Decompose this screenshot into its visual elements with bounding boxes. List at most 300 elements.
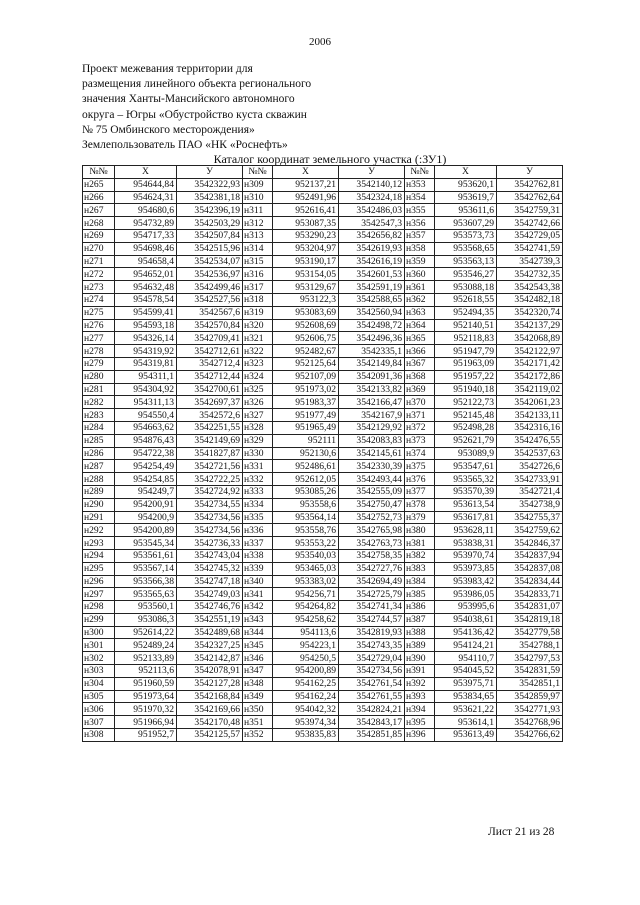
table-row bbox=[83, 473, 563, 486]
y-coordinate-cell: 3542694,49 bbox=[339, 575, 405, 588]
point-number-cell: н350 bbox=[243, 703, 273, 716]
x-coordinate-cell: 952145,48 bbox=[435, 409, 497, 422]
x-coordinate-cell: 953835,83 bbox=[273, 729, 339, 742]
y-coordinate-cell: 3542851,1 bbox=[497, 677, 563, 690]
point-number-cell: н378 bbox=[405, 498, 435, 511]
point-number-cell: н279 bbox=[83, 357, 115, 370]
y-coordinate-cell: 3542766,62 bbox=[497, 729, 563, 742]
point-number-cell: н366 bbox=[405, 345, 435, 358]
x-coordinate-cell: 953563,13 bbox=[435, 255, 497, 268]
point-number-cell: н314 bbox=[243, 242, 273, 255]
x-coordinate-cell: 954264,82 bbox=[273, 601, 339, 614]
x-coordinate-cell: 952491,96 bbox=[273, 191, 339, 204]
point-number-cell: н340 bbox=[243, 575, 273, 588]
y-coordinate-cell: 3542619,93 bbox=[339, 242, 405, 255]
y-coordinate-cell: 3542722,25 bbox=[177, 473, 243, 486]
y-coordinate-cell: 3542837,08 bbox=[497, 562, 563, 575]
x-coordinate-cell: 953620,1 bbox=[435, 178, 497, 191]
point-number-cell: н379 bbox=[405, 511, 435, 524]
x-coordinate-cell: 953565,32 bbox=[435, 473, 497, 486]
y-coordinate-cell: 3542493,44 bbox=[339, 473, 405, 486]
x-coordinate-cell: 951966,94 bbox=[115, 716, 177, 729]
y-coordinate-cell: 3542741,59 bbox=[497, 242, 563, 255]
x-coordinate-cell: 954162,25 bbox=[273, 677, 339, 690]
point-number-cell: н346 bbox=[243, 652, 273, 665]
x-coordinate-cell: 954249,7 bbox=[115, 485, 177, 498]
point-number-cell: н306 bbox=[83, 703, 115, 716]
x-coordinate-cell: 953560,1 bbox=[115, 601, 177, 614]
y-coordinate-cell: 3542537,63 bbox=[497, 447, 563, 460]
x-coordinate-cell: 954223,1 bbox=[273, 639, 339, 652]
y-coordinate-cell: 3542061,23 bbox=[497, 396, 563, 409]
y-coordinate-cell: 3542734,56 bbox=[177, 511, 243, 524]
x-coordinate-cell: 953568,65 bbox=[435, 242, 497, 255]
point-number-cell: н274 bbox=[83, 293, 115, 306]
point-number-cell: н369 bbox=[405, 383, 435, 396]
x-coordinate-cell: 954042,32 bbox=[273, 703, 339, 716]
x-coordinate-cell: 953570,39 bbox=[435, 485, 497, 498]
point-number-cell: н367 bbox=[405, 357, 435, 370]
point-number-cell: н321 bbox=[243, 332, 273, 345]
x-coordinate-cell: 954578,54 bbox=[115, 293, 177, 306]
y-coordinate-cell: 3542697,37 bbox=[177, 396, 243, 409]
point-number-cell: н382 bbox=[405, 549, 435, 562]
x-coordinate-cell: 954550,4 bbox=[115, 409, 177, 422]
point-number-cell: н270 bbox=[83, 242, 115, 255]
catalog-title: Каталог координат земельного участка (:ЗУ1) bbox=[213, 152, 447, 166]
point-number-cell: н275 bbox=[83, 306, 115, 319]
y-coordinate-cell: 3542712,61 bbox=[177, 345, 243, 358]
table-row bbox=[83, 613, 563, 626]
x-coordinate-cell: 952133,89 bbox=[115, 652, 177, 665]
x-coordinate-cell: 953838,31 bbox=[435, 537, 497, 550]
y-coordinate-cell: 3542482,18 bbox=[497, 293, 563, 306]
y-coordinate-cell: 3542616,19 bbox=[339, 255, 405, 268]
x-coordinate-cell: 954599,41 bbox=[115, 306, 177, 319]
point-number-cell: н327 bbox=[243, 409, 273, 422]
x-coordinate-cell: 952118,83 bbox=[435, 332, 497, 345]
y-coordinate-cell: 3542819,93 bbox=[339, 626, 405, 639]
point-number-cell: н284 bbox=[83, 421, 115, 434]
x-coordinate-cell: 954632,48 bbox=[115, 281, 177, 294]
x-coordinate-cell: 953553,22 bbox=[273, 537, 339, 550]
x-coordinate-cell: 952494,35 bbox=[435, 306, 497, 319]
table-row bbox=[83, 485, 563, 498]
y-coordinate-cell: 3542145,61 bbox=[339, 447, 405, 460]
point-number-cell: н308 bbox=[83, 729, 115, 742]
y-coordinate-cell: 3542846,37 bbox=[497, 537, 563, 550]
y-coordinate-cell: 3542129,92 bbox=[339, 421, 405, 434]
y-coordinate-cell: 3542851,85 bbox=[339, 729, 405, 742]
x-coordinate-cell: 954200,91 bbox=[115, 498, 177, 511]
x-coordinate-cell: 954304,92 bbox=[115, 383, 177, 396]
point-number-cell: н377 bbox=[405, 485, 435, 498]
point-number-cell: н292 bbox=[83, 524, 115, 537]
point-number-cell: н331 bbox=[243, 460, 273, 473]
table-row bbox=[83, 332, 563, 345]
y-coordinate-cell: 3542172,86 bbox=[497, 370, 563, 383]
y-coordinate-cell: 3542709,41 bbox=[177, 332, 243, 345]
x-coordinate-cell: 953085,26 bbox=[273, 485, 339, 498]
y-coordinate-cell: 3542745,32 bbox=[177, 562, 243, 575]
y-coordinate-cell: 3542859,97 bbox=[497, 690, 563, 703]
y-coordinate-cell: 3542119,02 bbox=[497, 383, 563, 396]
y-coordinate-cell: 3542503,29 bbox=[177, 217, 243, 230]
y-coordinate-cell: 3542763,73 bbox=[339, 537, 405, 550]
point-number-cell: н273 bbox=[83, 281, 115, 294]
table-row bbox=[83, 601, 563, 614]
x-coordinate-cell: 952489,24 bbox=[115, 639, 177, 652]
table-row bbox=[83, 498, 563, 511]
x-coordinate-cell: 952113,6 bbox=[115, 665, 177, 678]
y-coordinate-cell: 3542712,44 bbox=[177, 370, 243, 383]
point-number-cell: н304 bbox=[83, 677, 115, 690]
y-coordinate-cell: 3542762,81 bbox=[497, 178, 563, 191]
y-coordinate-cell: 3542758,35 bbox=[339, 549, 405, 562]
point-number-cell: н323 bbox=[243, 357, 273, 370]
x-coordinate-cell: 954722,38 bbox=[115, 447, 177, 460]
heading-line: значения Ханты-Мансийского автономного bbox=[82, 93, 295, 106]
point-number-cell: н313 bbox=[243, 229, 273, 242]
point-number-cell: н287 bbox=[83, 460, 115, 473]
point-number-cell: н328 bbox=[243, 421, 273, 434]
x-coordinate-cell: 951973,02 bbox=[273, 383, 339, 396]
table-header bbox=[83, 166, 563, 179]
y-coordinate-cell: 3542749,03 bbox=[177, 588, 243, 601]
point-number-cell: н388 bbox=[405, 626, 435, 639]
x-coordinate-cell: 952122,73 bbox=[435, 396, 497, 409]
point-number-cell: н309 bbox=[243, 178, 273, 191]
x-coordinate-cell: 954200,9 bbox=[115, 511, 177, 524]
table-row bbox=[83, 460, 563, 473]
y-coordinate-cell: 3542133,11 bbox=[497, 409, 563, 422]
x-coordinate-cell: 952482,67 bbox=[273, 345, 339, 358]
point-number-cell: н347 bbox=[243, 665, 273, 678]
table-row bbox=[83, 434, 563, 447]
point-number-cell: н352 bbox=[243, 729, 273, 742]
x-coordinate-cell: 953083,69 bbox=[273, 306, 339, 319]
y-coordinate-cell: 3542551,19 bbox=[177, 613, 243, 626]
x-coordinate-cell: 953129,67 bbox=[273, 281, 339, 294]
y-coordinate-cell: 3542741,34 bbox=[339, 601, 405, 614]
y-coordinate-cell: 3542831,59 bbox=[497, 665, 563, 678]
x-coordinate-cell: 954254,49 bbox=[115, 460, 177, 473]
point-number-cell: н305 bbox=[83, 690, 115, 703]
y-coordinate-cell: 3542761,54 bbox=[339, 677, 405, 690]
y-coordinate-cell: 3542149,84 bbox=[339, 357, 405, 370]
point-number-cell: н374 bbox=[405, 447, 435, 460]
x-coordinate-cell: 953567,14 bbox=[115, 562, 177, 575]
point-number-cell: н312 bbox=[243, 217, 273, 230]
point-number-cell: н269 bbox=[83, 229, 115, 242]
point-number-cell: н371 bbox=[405, 409, 435, 422]
y-coordinate-cell: 3542738,9 bbox=[497, 498, 563, 511]
point-number-cell: н364 bbox=[405, 319, 435, 332]
point-number-cell: н278 bbox=[83, 345, 115, 358]
x-coordinate-cell: 953628,11 bbox=[435, 524, 497, 537]
y-coordinate-cell: 3542169,66 bbox=[177, 703, 243, 716]
point-number-cell: н285 bbox=[83, 434, 115, 447]
x-coordinate-cell: 954319,92 bbox=[115, 345, 177, 358]
y-coordinate-cell: 3542091,36 bbox=[339, 370, 405, 383]
point-number-cell: н370 bbox=[405, 396, 435, 409]
point-number-cell: н356 bbox=[405, 217, 435, 230]
table-row bbox=[83, 421, 563, 434]
point-number-cell: н341 bbox=[243, 588, 273, 601]
point-number-cell: н348 bbox=[243, 677, 273, 690]
x-coordinate-cell: 953983,42 bbox=[435, 575, 497, 588]
heading-line: округа – Югры «Обустройство куста скважин bbox=[82, 108, 307, 121]
x-coordinate-cell: 951957,22 bbox=[435, 370, 497, 383]
y-coordinate-cell: 3542515,96 bbox=[177, 242, 243, 255]
sheet-footer: Лист 21 из 28 bbox=[488, 826, 555, 838]
x-coordinate-cell: 952616,41 bbox=[273, 204, 339, 217]
point-number-cell: н326 bbox=[243, 396, 273, 409]
column-header: X bbox=[273, 166, 339, 179]
y-coordinate-cell: 3542324,18 bbox=[339, 191, 405, 204]
point-number-cell: н271 bbox=[83, 255, 115, 268]
point-number-cell: н280 bbox=[83, 370, 115, 383]
y-coordinate-cell: 3542149,69 bbox=[177, 434, 243, 447]
y-coordinate-cell: 3542761,55 bbox=[339, 690, 405, 703]
point-number-cell: н315 bbox=[243, 255, 273, 268]
point-number-cell: н268 bbox=[83, 217, 115, 230]
x-coordinate-cell: 953154,05 bbox=[273, 268, 339, 281]
x-coordinate-cell: 953558,76 bbox=[273, 524, 339, 537]
y-coordinate-cell: 3542747,18 bbox=[177, 575, 243, 588]
table-row bbox=[83, 524, 563, 537]
x-coordinate-cell: 954311,13 bbox=[115, 396, 177, 409]
column-header: У bbox=[177, 166, 243, 179]
point-number-cell: н297 bbox=[83, 588, 115, 601]
point-number-cell: н282 bbox=[83, 396, 115, 409]
x-coordinate-cell: 953089,9 bbox=[435, 447, 497, 460]
table-row bbox=[83, 204, 563, 217]
x-coordinate-cell: 951960,59 bbox=[115, 677, 177, 690]
column-header: X bbox=[435, 166, 497, 179]
table-row bbox=[83, 306, 563, 319]
table-row bbox=[83, 690, 563, 703]
x-coordinate-cell: 952140,51 bbox=[435, 319, 497, 332]
point-number-cell: н301 bbox=[83, 639, 115, 652]
y-coordinate-cell: 3542729,04 bbox=[339, 652, 405, 665]
x-coordinate-cell: 954644,84 bbox=[115, 178, 177, 191]
x-coordinate-cell: 954658,4 bbox=[115, 255, 177, 268]
point-number-cell: н290 bbox=[83, 498, 115, 511]
point-number-cell: н384 bbox=[405, 575, 435, 588]
point-number-cell: н317 bbox=[243, 281, 273, 294]
point-number-cell: н380 bbox=[405, 524, 435, 537]
y-coordinate-cell: 3542381,18 bbox=[177, 191, 243, 204]
x-coordinate-cell: 953561,61 bbox=[115, 549, 177, 562]
point-number-cell: н360 bbox=[405, 268, 435, 281]
point-number-cell: н265 bbox=[83, 178, 115, 191]
x-coordinate-cell: 954698,46 bbox=[115, 242, 177, 255]
point-number-cell: н329 bbox=[243, 434, 273, 447]
x-coordinate-cell: 953975,71 bbox=[435, 677, 497, 690]
x-coordinate-cell: 953619,7 bbox=[435, 191, 497, 204]
x-coordinate-cell: 953088,18 bbox=[435, 281, 497, 294]
table-row bbox=[83, 293, 563, 306]
y-coordinate-cell: 3542396,19 bbox=[177, 204, 243, 217]
x-coordinate-cell: 954663,62 bbox=[115, 421, 177, 434]
point-number-cell: н385 bbox=[405, 588, 435, 601]
table-row bbox=[83, 537, 563, 550]
x-coordinate-cell: 951970,32 bbox=[115, 703, 177, 716]
x-coordinate-cell: 952130,6 bbox=[273, 447, 339, 460]
table-row bbox=[83, 217, 563, 230]
x-coordinate-cell: 951947,79 bbox=[435, 345, 497, 358]
point-number-cell: н300 bbox=[83, 626, 115, 639]
point-number-cell: н393 bbox=[405, 690, 435, 703]
x-coordinate-cell: 953614,1 bbox=[435, 716, 497, 729]
x-coordinate-cell: 954045,52 bbox=[435, 665, 497, 678]
table-row bbox=[83, 281, 563, 294]
point-number-cell: н354 bbox=[405, 191, 435, 204]
x-coordinate-cell: 954038,61 bbox=[435, 613, 497, 626]
x-coordinate-cell: 951983,37 bbox=[273, 396, 339, 409]
y-coordinate-cell: 3542824,21 bbox=[339, 703, 405, 716]
x-coordinate-cell: 954250,5 bbox=[273, 652, 339, 665]
y-coordinate-cell: 3542068,89 bbox=[497, 332, 563, 345]
column-header: №№ bbox=[243, 166, 273, 179]
y-coordinate-cell: 3542727,76 bbox=[339, 562, 405, 575]
y-coordinate-cell: 3542771,93 bbox=[497, 703, 563, 716]
table-row bbox=[83, 447, 563, 460]
point-number-cell: н332 bbox=[243, 473, 273, 486]
heading-line: Землепользователь ПАО «НК «Роснефть» bbox=[82, 139, 288, 152]
y-coordinate-cell: 3542171,42 bbox=[497, 357, 563, 370]
table-row bbox=[83, 575, 563, 588]
table-row bbox=[83, 626, 563, 639]
heading-line: размещения линейного объекта регионального bbox=[82, 78, 312, 91]
x-coordinate-cell: 953465,03 bbox=[273, 562, 339, 575]
heading-line: № 75 Омбинского месторождения» bbox=[82, 123, 255, 136]
x-coordinate-cell: 953540,03 bbox=[273, 549, 339, 562]
document-heading bbox=[82, 62, 344, 153]
x-coordinate-cell: 954113,6 bbox=[273, 626, 339, 639]
x-coordinate-cell: 951965,49 bbox=[273, 421, 339, 434]
x-coordinate-cell: 954624,31 bbox=[115, 191, 177, 204]
x-coordinate-cell: 953545,34 bbox=[115, 537, 177, 550]
y-coordinate-cell: 3542700,61 bbox=[177, 383, 243, 396]
y-coordinate-cell: 3542736,33 bbox=[177, 537, 243, 550]
y-coordinate-cell: 3542765,98 bbox=[339, 524, 405, 537]
x-coordinate-cell: 952612,05 bbox=[273, 473, 339, 486]
y-coordinate-cell: 3542732,35 bbox=[497, 268, 563, 281]
x-coordinate-cell: 953086,3 bbox=[115, 613, 177, 626]
point-number-cell: н319 bbox=[243, 306, 273, 319]
x-coordinate-cell: 951963,09 bbox=[435, 357, 497, 370]
y-coordinate-cell: 3542078,91 bbox=[177, 665, 243, 678]
table-row bbox=[83, 562, 563, 575]
column-header: У bbox=[497, 166, 563, 179]
y-coordinate-cell: 3542251,55 bbox=[177, 421, 243, 434]
point-number-cell: н359 bbox=[405, 255, 435, 268]
y-coordinate-cell: 3542534,07 bbox=[177, 255, 243, 268]
point-number-cell: н362 bbox=[405, 293, 435, 306]
x-coordinate-cell: 953190,17 bbox=[273, 255, 339, 268]
point-number-cell: н311 bbox=[243, 204, 273, 217]
point-number-cell: н349 bbox=[243, 690, 273, 703]
y-coordinate-cell: 3542743,35 bbox=[339, 639, 405, 652]
y-coordinate-cell: 3542752,73 bbox=[339, 511, 405, 524]
y-coordinate-cell: 3542083,83 bbox=[339, 434, 405, 447]
y-coordinate-cell: 3542140,12 bbox=[339, 178, 405, 191]
y-coordinate-cell: 3542833,71 bbox=[497, 588, 563, 601]
y-coordinate-cell: 3542797,53 bbox=[497, 652, 563, 665]
table-row bbox=[83, 396, 563, 409]
y-coordinate-cell: 3542567,6 bbox=[177, 306, 243, 319]
x-coordinate-cell: 953613,49 bbox=[435, 729, 497, 742]
point-number-cell: н381 bbox=[405, 537, 435, 550]
point-number-cell: н336 bbox=[243, 524, 273, 537]
x-coordinate-cell: 953621,22 bbox=[435, 703, 497, 716]
x-coordinate-cell: 952606,75 bbox=[273, 332, 339, 345]
point-number-cell: н294 bbox=[83, 549, 115, 562]
table-row bbox=[83, 511, 563, 524]
point-number-cell: н389 bbox=[405, 639, 435, 652]
point-number-cell: н302 bbox=[83, 652, 115, 665]
point-number-cell: н391 bbox=[405, 665, 435, 678]
point-number-cell: н376 bbox=[405, 473, 435, 486]
point-number-cell: н307 bbox=[83, 716, 115, 729]
y-coordinate-cell: 3542330,39 bbox=[339, 460, 405, 473]
x-coordinate-cell: 952621,79 bbox=[435, 434, 497, 447]
x-coordinate-cell: 953546,27 bbox=[435, 268, 497, 281]
x-coordinate-cell: 953122,3 bbox=[273, 293, 339, 306]
y-coordinate-cell: 3542843,17 bbox=[339, 716, 405, 729]
y-coordinate-cell: 3542122,97 bbox=[497, 345, 563, 358]
heading-line: Проект межевания территории для bbox=[82, 63, 253, 75]
y-coordinate-cell: 3542744,57 bbox=[339, 613, 405, 626]
y-coordinate-cell: 3542819,18 bbox=[497, 613, 563, 626]
table-row bbox=[83, 191, 563, 204]
x-coordinate-cell: 953611,6 bbox=[435, 204, 497, 217]
point-number-cell: н334 bbox=[243, 498, 273, 511]
x-coordinate-cell: 953087,35 bbox=[273, 217, 339, 230]
point-number-cell: н361 bbox=[405, 281, 435, 294]
y-coordinate-cell: 3542837,94 bbox=[497, 549, 563, 562]
x-coordinate-cell: 952107,09 bbox=[273, 370, 339, 383]
y-coordinate-cell: 3542507,84 bbox=[177, 229, 243, 242]
y-coordinate-cell: 3541827,87 bbox=[177, 447, 243, 460]
y-coordinate-cell: 3542543,38 bbox=[497, 281, 563, 294]
y-coordinate-cell: 3542570,84 bbox=[177, 319, 243, 332]
y-coordinate-cell: 3542527,56 bbox=[177, 293, 243, 306]
y-coordinate-cell: 3542496,36 bbox=[339, 332, 405, 345]
point-number-cell: н396 bbox=[405, 729, 435, 742]
point-number-cell: н365 bbox=[405, 332, 435, 345]
point-number-cell: н372 bbox=[405, 421, 435, 434]
point-number-cell: н390 bbox=[405, 652, 435, 665]
y-coordinate-cell: 3542498,72 bbox=[339, 319, 405, 332]
y-coordinate-cell: 3542746,76 bbox=[177, 601, 243, 614]
x-coordinate-cell: 953974,34 bbox=[273, 716, 339, 729]
point-number-cell: н353 bbox=[405, 178, 435, 191]
x-coordinate-cell: 953613,54 bbox=[435, 498, 497, 511]
point-number-cell: н351 bbox=[243, 716, 273, 729]
point-number-cell: н344 bbox=[243, 626, 273, 639]
x-coordinate-cell: 952111 bbox=[273, 434, 339, 447]
x-coordinate-cell: 951973,64 bbox=[115, 690, 177, 703]
y-coordinate-cell: 3542725,79 bbox=[339, 588, 405, 601]
x-coordinate-cell: 953566,38 bbox=[115, 575, 177, 588]
y-coordinate-cell: 3542762,64 bbox=[497, 191, 563, 204]
point-number-cell: н373 bbox=[405, 434, 435, 447]
x-coordinate-cell: 953290,23 bbox=[273, 229, 339, 242]
table-row bbox=[83, 665, 563, 678]
